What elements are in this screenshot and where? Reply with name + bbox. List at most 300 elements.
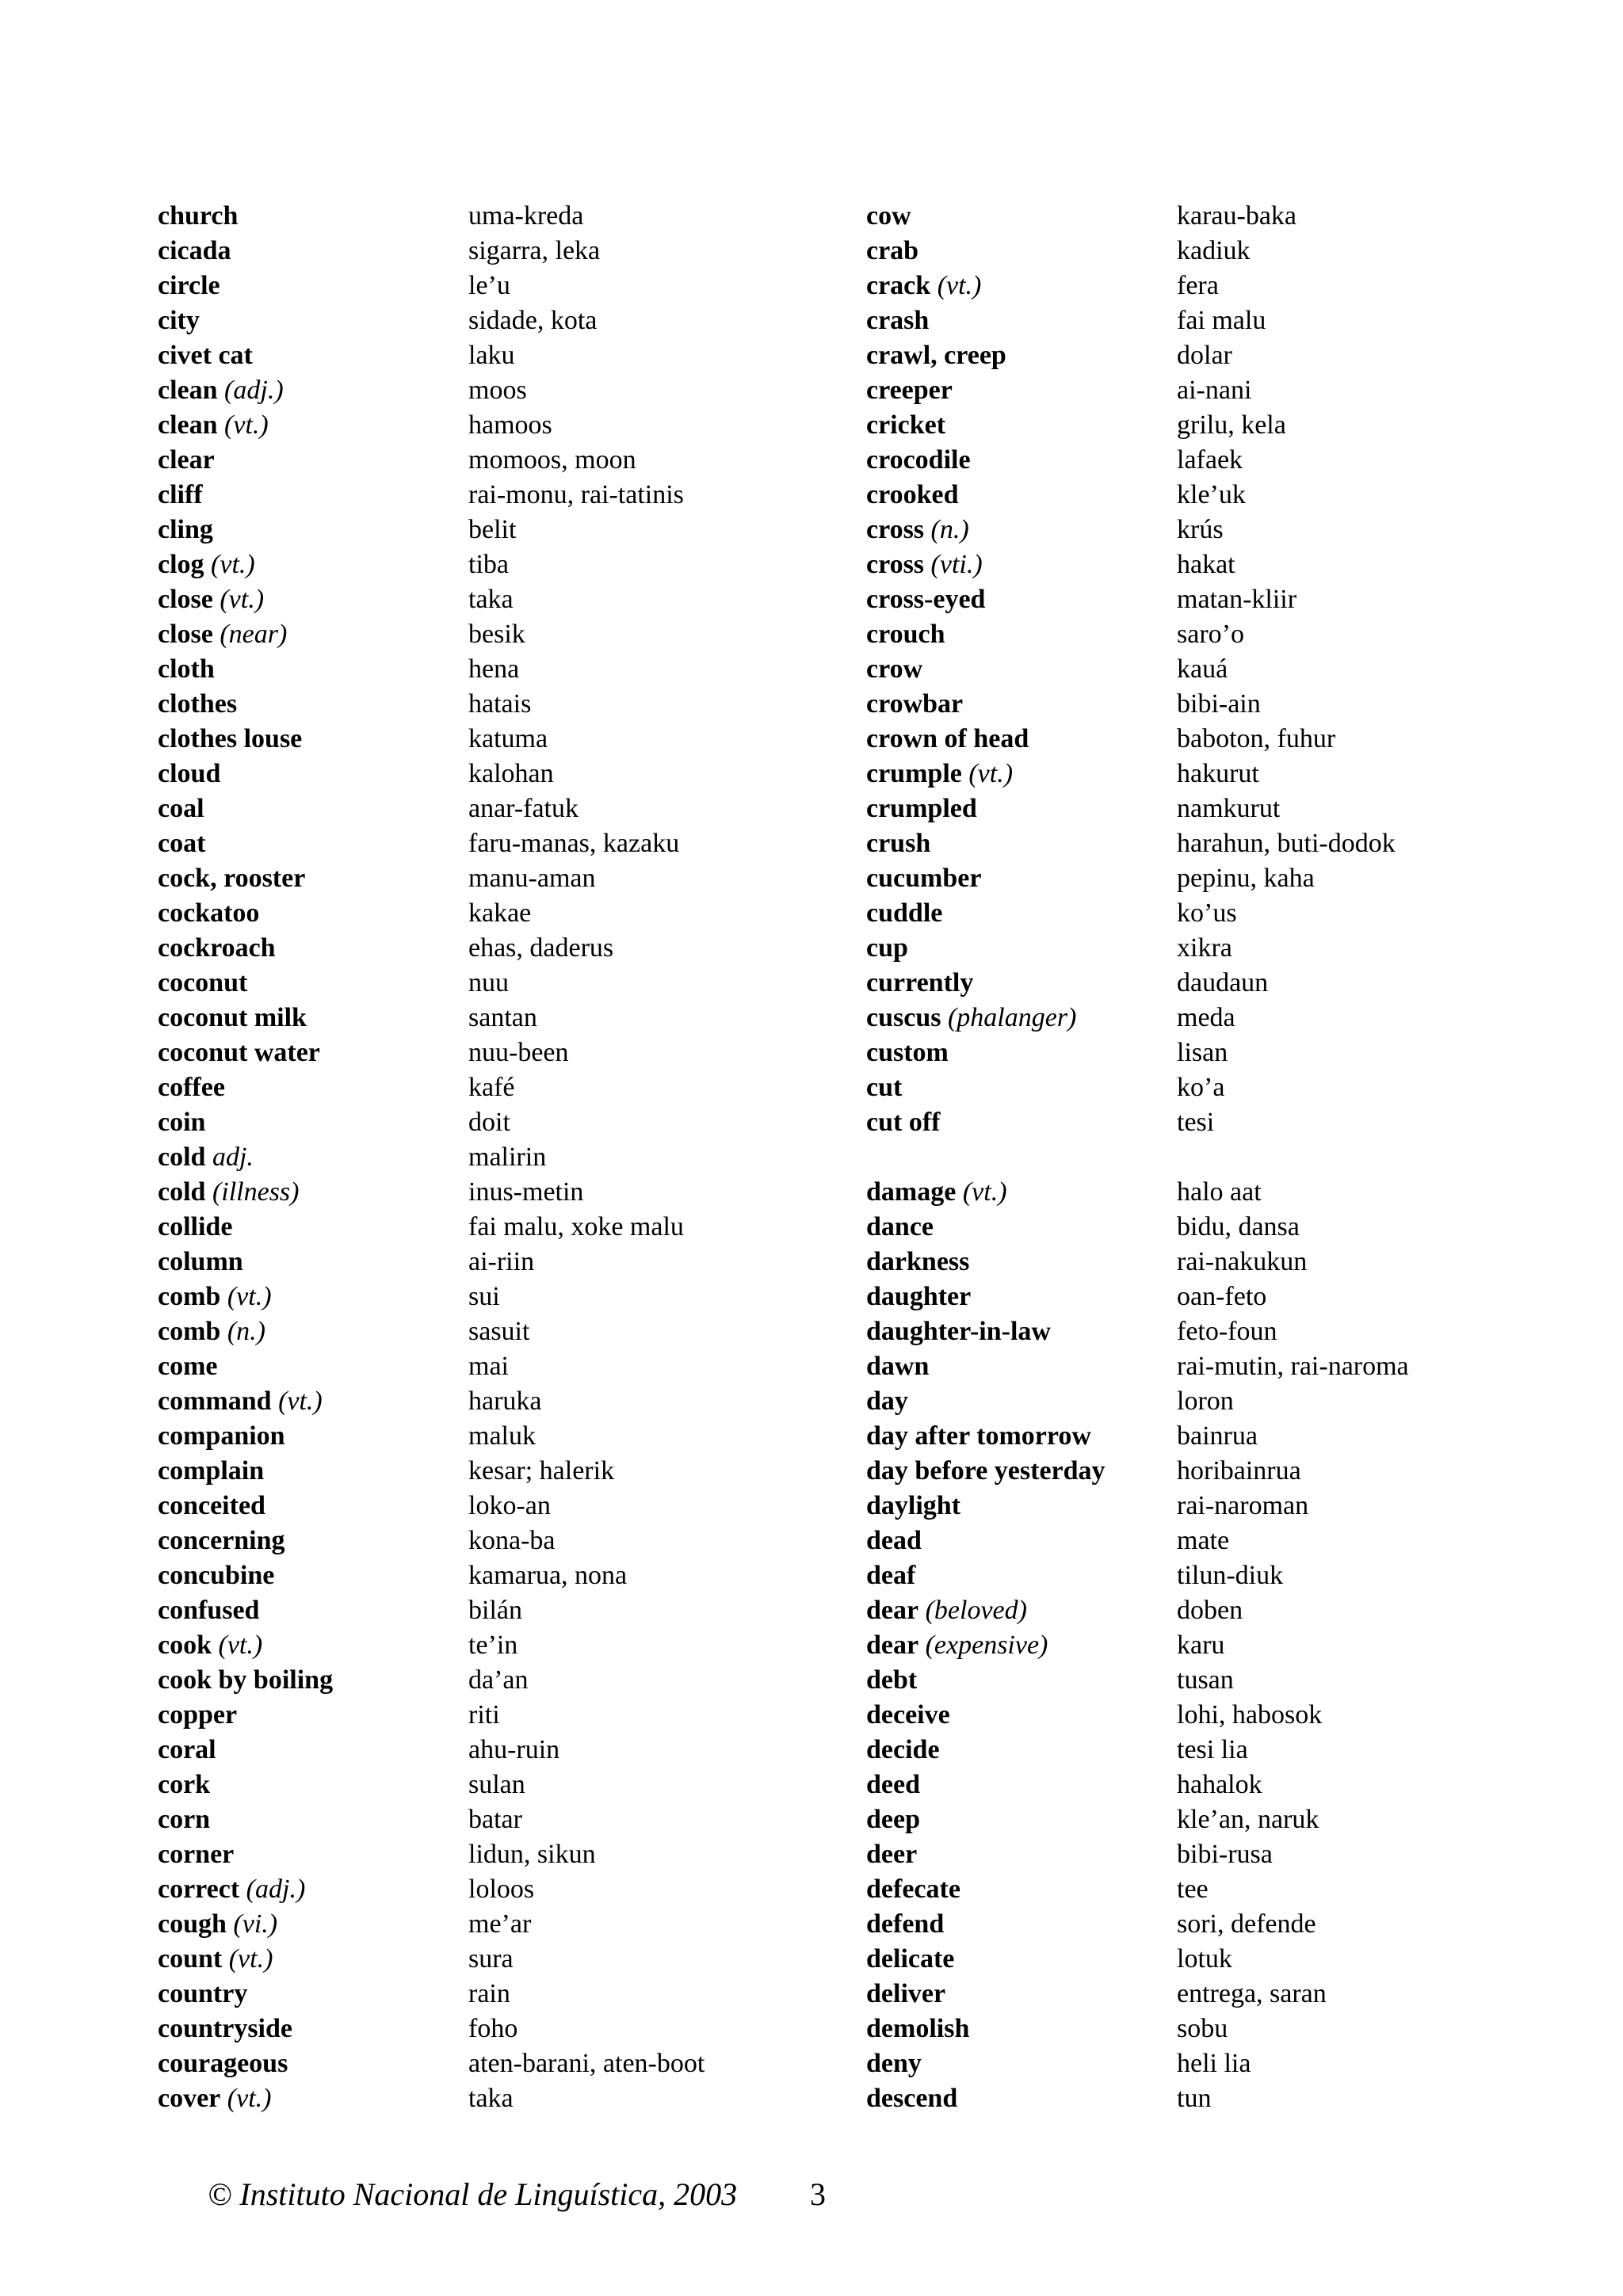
entry-grammar-note: (vt.) bbox=[218, 1630, 263, 1660]
entry-headword: daylight bbox=[866, 1491, 961, 1520]
entry-term bbox=[158, 1837, 234, 1872]
dictionary-entry bbox=[866, 722, 1579, 757]
dictionary-entry bbox=[158, 687, 839, 722]
entry-term bbox=[866, 896, 942, 931]
dictionary-entry bbox=[866, 2046, 1579, 2081]
entry-headword: damage bbox=[866, 1177, 957, 1207]
dictionary-entry bbox=[158, 1768, 839, 1802]
entry-translation: loloos bbox=[468, 1875, 535, 1904]
entry-headword: coconut water bbox=[158, 1038, 320, 1067]
entry-headword: countryside bbox=[158, 2014, 292, 2043]
dictionary-entry bbox=[158, 582, 839, 617]
entry-translation: tesi lia bbox=[1177, 1735, 1248, 1764]
entry-headword: delicate bbox=[866, 1944, 955, 1974]
entry-translation: kle’an, naruk bbox=[1177, 1805, 1319, 1834]
entry-term bbox=[866, 931, 908, 966]
entry-term bbox=[866, 687, 963, 722]
entry-translation: fera bbox=[1177, 271, 1219, 300]
entry-translation: hatais bbox=[468, 689, 532, 719]
dictionary-entry bbox=[158, 303, 839, 338]
entry-translation: kle’uk bbox=[1177, 480, 1246, 509]
entry-term bbox=[158, 826, 205, 861]
entry-translation: taka bbox=[468, 585, 514, 614]
entry-term bbox=[866, 547, 983, 582]
entry-headword: cuddle bbox=[866, 898, 943, 928]
entry-translation: momoos, moon bbox=[468, 445, 636, 475]
entry-headword: correct bbox=[158, 1875, 240, 1904]
entry-headword: clear bbox=[158, 445, 215, 475]
entry-headword: deaf bbox=[866, 1561, 916, 1590]
entry-term bbox=[158, 757, 220, 791]
entry-translation: taka bbox=[468, 2084, 514, 2113]
dictionary-entry bbox=[158, 1663, 839, 1698]
entry-term bbox=[158, 234, 231, 269]
entry-headword: command bbox=[158, 1386, 272, 1416]
entry-translation: loron bbox=[1177, 1386, 1234, 1416]
entry-term bbox=[158, 722, 302, 757]
entry-term bbox=[866, 1558, 915, 1593]
dictionary-entry bbox=[866, 1140, 1579, 1175]
entry-headword: custom bbox=[866, 1038, 949, 1067]
entry-translation: kauá bbox=[1177, 654, 1228, 684]
dictionary-entry bbox=[866, 373, 1579, 408]
entry-term bbox=[866, 1210, 934, 1245]
entry-term bbox=[866, 1872, 960, 1907]
entry-term bbox=[866, 338, 1006, 373]
entry-translation: laku bbox=[468, 341, 515, 370]
entry-translation: aten-barani, aten-boot bbox=[468, 2049, 705, 2078]
dictionary-entry bbox=[158, 408, 839, 443]
entry-translation: uma-kreda bbox=[468, 201, 584, 231]
entry-headword: companion bbox=[158, 1421, 285, 1451]
entry-translation: namkurut bbox=[1177, 794, 1281, 823]
entry-headword: circle bbox=[158, 271, 220, 300]
dictionary-entry bbox=[866, 303, 1579, 338]
entry-term bbox=[158, 687, 237, 722]
entry-headword: come bbox=[158, 1352, 218, 1381]
entry-translation: bilán bbox=[468, 1596, 522, 1625]
entry-grammar-note: (vi.) bbox=[233, 1909, 278, 1939]
entry-translation: tusan bbox=[1177, 1665, 1234, 1695]
page-number: 3 bbox=[810, 2176, 826, 2212]
entry-headword: darkness bbox=[866, 1247, 970, 1276]
entry-grammar-note: (adj.) bbox=[224, 376, 284, 405]
entry-headword: deed bbox=[866, 1770, 920, 1799]
entry-headword: cock, rooster bbox=[158, 864, 306, 893]
entry-grammar-note: adj. bbox=[212, 1142, 254, 1172]
dictionary-entry bbox=[158, 1698, 839, 1733]
entry-headword: dear bbox=[866, 1630, 919, 1660]
entry-translation: sasuit bbox=[468, 1317, 530, 1346]
dictionary-entry bbox=[866, 1663, 1579, 1698]
entry-translation: tiba bbox=[468, 550, 509, 579]
entry-headword: coin bbox=[158, 1108, 206, 1137]
dictionary-entry bbox=[158, 1837, 839, 1872]
entry-term bbox=[158, 896, 259, 931]
entry-headword: cork bbox=[158, 1770, 211, 1799]
entry-headword: clothes bbox=[158, 689, 238, 719]
entry-headword: crush bbox=[866, 829, 931, 858]
entry-grammar-note: (vt.) bbox=[278, 1386, 323, 1416]
dictionary-entry bbox=[866, 1245, 1579, 1280]
entry-headword: cicada bbox=[158, 236, 231, 265]
entry-term bbox=[158, 1070, 225, 1105]
entry-headword: close bbox=[158, 620, 213, 649]
entry-headword: dead bbox=[866, 1526, 922, 1555]
entry-translation: bibi-ain bbox=[1177, 689, 1261, 719]
entry-translation: loko-an bbox=[468, 1491, 551, 1520]
entry-term bbox=[866, 443, 971, 478]
entry-term bbox=[158, 1663, 333, 1698]
dictionary-entry bbox=[866, 1384, 1579, 1419]
entry-translation: anar-fatuk bbox=[468, 794, 579, 823]
dictionary-entry bbox=[866, 1314, 1579, 1349]
entry-term bbox=[866, 513, 969, 547]
entry-term bbox=[866, 1489, 960, 1524]
entry-headword: day before yesterday bbox=[866, 1456, 1106, 1486]
entry-headword: civet cat bbox=[158, 341, 253, 370]
entry-translation: manu-aman bbox=[468, 864, 596, 893]
entry-headword: copper bbox=[158, 1700, 238, 1730]
entry-term bbox=[866, 2046, 922, 2081]
entry-headword: crowbar bbox=[866, 689, 964, 719]
dictionary-entry bbox=[158, 1210, 839, 1245]
dictionary-entry bbox=[158, 617, 839, 652]
dictionary-entry bbox=[158, 931, 839, 966]
dictionary-entry bbox=[158, 2012, 839, 2046]
dictionary-entry bbox=[866, 1001, 1579, 1035]
dictionary-entry bbox=[158, 652, 839, 687]
entry-headword: coconut bbox=[158, 968, 248, 997]
entry-headword: currently bbox=[866, 968, 974, 997]
entry-headword: cucumber bbox=[866, 864, 982, 893]
entry-translation: kesar; halerik bbox=[468, 1456, 615, 1486]
entry-headword: crown of head bbox=[866, 724, 1029, 753]
dictionary-entry bbox=[158, 1524, 839, 1558]
entry-translation: bidu, dansa bbox=[1177, 1212, 1300, 1241]
entry-term bbox=[866, 1314, 1051, 1349]
entry-term bbox=[158, 269, 220, 303]
entry-headword: dawn bbox=[866, 1352, 930, 1381]
entry-headword: crumple bbox=[866, 759, 962, 788]
entry-headword: concerning bbox=[158, 1526, 285, 1555]
entry-translation: lafaek bbox=[1177, 445, 1243, 475]
dictionary-entry bbox=[866, 1349, 1579, 1384]
entry-term bbox=[866, 582, 985, 617]
entry-headword: descend bbox=[866, 2084, 958, 2113]
entry-translation: bainrua bbox=[1177, 1421, 1258, 1451]
dictionary-entry bbox=[866, 234, 1579, 269]
dictionary-entry bbox=[158, 896, 839, 931]
dictionary-entry bbox=[158, 1245, 839, 1280]
entry-translation: nuu-been bbox=[468, 1038, 569, 1067]
dictionary-entry bbox=[158, 722, 839, 757]
entry-headword: coal bbox=[158, 794, 204, 823]
entry-headword: cup bbox=[866, 933, 908, 963]
entry-term bbox=[866, 1419, 1091, 1454]
entry-grammar-note: (vt.) bbox=[227, 1282, 272, 1311]
dictionary-entry bbox=[158, 1384, 839, 1419]
entry-term bbox=[158, 1802, 210, 1837]
dictionary-entry bbox=[158, 338, 839, 373]
entry-grammar-note: (illness) bbox=[212, 1177, 300, 1207]
entry-term bbox=[866, 199, 911, 234]
dictionary-entry bbox=[866, 1802, 1579, 1837]
entry-term bbox=[158, 861, 305, 896]
dictionary-entry bbox=[866, 199, 1579, 234]
entry-translation: sura bbox=[468, 1944, 514, 1974]
dictionary-entry bbox=[158, 478, 839, 513]
dictionary-entry bbox=[158, 1489, 839, 1524]
dictionary-column-left bbox=[158, 199, 839, 2116]
dictionary-entry bbox=[866, 757, 1579, 791]
entry-term bbox=[158, 1558, 274, 1593]
entry-headword: decide bbox=[866, 1735, 940, 1764]
entry-headword: deer bbox=[866, 1840, 918, 1869]
dictionary-entry bbox=[866, 1035, 1579, 1070]
copyright-notice: © Instituto Nacional de Linguística, 2003 bbox=[208, 2176, 738, 2212]
dictionary-entry bbox=[866, 1524, 1579, 1558]
entry-headword: cross bbox=[866, 515, 925, 544]
dictionary-entry bbox=[866, 1454, 1579, 1489]
entry-translation: rai-mutin, rai-naroma bbox=[1177, 1352, 1409, 1381]
entry-term bbox=[158, 582, 264, 617]
dictionary-entry bbox=[866, 1593, 1579, 1628]
entry-headword: crumpled bbox=[866, 794, 977, 823]
entry-translation: belit bbox=[468, 515, 517, 544]
entry-translation: sobu bbox=[1177, 2014, 1228, 2043]
dictionary-entry bbox=[158, 1314, 839, 1349]
entry-headword: crocodile bbox=[866, 445, 971, 475]
dictionary-entry bbox=[866, 1105, 1579, 1140]
entry-headword: cuscus bbox=[866, 1003, 941, 1032]
entry-term bbox=[158, 1105, 205, 1140]
dictionary-entry bbox=[158, 513, 839, 547]
entry-headword: cockroach bbox=[158, 933, 276, 963]
entry-term bbox=[866, 303, 929, 338]
dictionary-entry bbox=[866, 1489, 1579, 1524]
dictionary-entry bbox=[866, 1419, 1579, 1454]
dictionary-entry bbox=[158, 791, 839, 826]
entry-translation: lohi, habosok bbox=[1177, 1700, 1323, 1730]
entry-term bbox=[866, 757, 1013, 791]
dictionary-entry bbox=[866, 652, 1579, 687]
entry-term bbox=[158, 1384, 323, 1419]
entry-headword: dear bbox=[866, 1596, 919, 1625]
entry-term bbox=[866, 722, 1029, 757]
dictionary-entry bbox=[158, 757, 839, 791]
entry-translation: foho bbox=[468, 2014, 518, 2043]
entry-translation: dolar bbox=[1177, 341, 1232, 370]
entry-term bbox=[866, 1454, 1106, 1489]
entry-translation: hakurut bbox=[1177, 759, 1259, 788]
entry-translation: kakae bbox=[468, 898, 532, 928]
entry-headword: cook by boiling bbox=[158, 1665, 334, 1695]
dictionary-entry bbox=[866, 617, 1579, 652]
entry-headword: dance bbox=[866, 1212, 934, 1241]
entry-translation: mate bbox=[1177, 1526, 1230, 1555]
entry-translation: faru-manas, kazaku bbox=[468, 829, 680, 858]
entry-translation: karu bbox=[1177, 1630, 1225, 1660]
dictionary-entry bbox=[866, 408, 1579, 443]
entry-term bbox=[158, 1349, 218, 1384]
entry-term bbox=[866, 1733, 940, 1768]
entry-term bbox=[158, 1768, 210, 1802]
entry-translation: te’in bbox=[468, 1630, 518, 1660]
dictionary-entry bbox=[158, 1558, 839, 1593]
entry-grammar-note: (vt.) bbox=[962, 1177, 1007, 1207]
dictionary-entry bbox=[866, 2012, 1579, 2046]
entry-translation: ko’a bbox=[1177, 1073, 1225, 1102]
entry-translation: baboton, fuhur bbox=[1177, 724, 1336, 753]
entry-term bbox=[158, 1035, 320, 1070]
dictionary-entry bbox=[158, 1175, 839, 1210]
entry-headword: crawl, creep bbox=[866, 341, 1006, 370]
entry-headword: defecate bbox=[866, 1875, 960, 1904]
dictionary-entry bbox=[158, 1907, 839, 1942]
entry-term bbox=[158, 1698, 237, 1733]
entry-translation: kalohan bbox=[468, 759, 554, 788]
entry-term bbox=[158, 547, 255, 582]
entry-headword: collide bbox=[158, 1212, 233, 1241]
entry-headword: cockatoo bbox=[158, 898, 260, 928]
entry-term bbox=[866, 1035, 949, 1070]
dictionary-entry bbox=[866, 1977, 1579, 2012]
entry-term bbox=[866, 1070, 902, 1105]
entry-translation: tilun-diuk bbox=[1177, 1561, 1284, 1590]
entry-grammar-note: (vt.) bbox=[227, 2084, 272, 2113]
entry-term bbox=[866, 269, 981, 303]
entry-translation: besik bbox=[468, 620, 525, 649]
entry-grammar-note: (vt.) bbox=[220, 585, 265, 614]
entry-term bbox=[158, 1907, 277, 1942]
entry-translation: tun bbox=[1177, 2084, 1212, 2113]
entry-headword: clean bbox=[158, 376, 218, 405]
entry-headword: confused bbox=[158, 1596, 260, 1625]
entry-term bbox=[866, 1942, 954, 1977]
entry-headword: deep bbox=[866, 1805, 920, 1834]
entry-headword: day bbox=[866, 1386, 908, 1416]
entry-translation: ai-riin bbox=[468, 1247, 535, 1276]
entry-headword: complain bbox=[158, 1456, 265, 1486]
entry-term bbox=[866, 1802, 920, 1837]
entry-translation: daudaun bbox=[1177, 968, 1269, 997]
entry-term bbox=[866, 1175, 1007, 1210]
entry-term bbox=[866, 1280, 971, 1314]
entry-term bbox=[158, 1454, 264, 1489]
dictionary-entry bbox=[866, 1733, 1579, 1768]
dictionary-entry bbox=[866, 966, 1579, 1001]
entry-term bbox=[866, 478, 958, 513]
entry-term bbox=[866, 1245, 969, 1280]
entry-grammar-note: (vti.) bbox=[930, 550, 983, 579]
entry-translation: sui bbox=[468, 1282, 500, 1311]
entry-translation: oan-feto bbox=[1177, 1282, 1267, 1311]
entry-term bbox=[866, 652, 922, 687]
dictionary-entry bbox=[158, 234, 839, 269]
entry-translation: horibainrua bbox=[1177, 1456, 1301, 1486]
entry-translation: hamoos bbox=[468, 410, 552, 440]
entry-term bbox=[866, 2012, 969, 2046]
dictionary-entry bbox=[158, 1454, 839, 1489]
entry-translation: kadiuk bbox=[1177, 236, 1251, 265]
entry-headword: cold bbox=[158, 1142, 206, 1172]
entry-term bbox=[866, 1977, 945, 2012]
entry-term bbox=[158, 1419, 285, 1454]
entry-translation: heli lia bbox=[1177, 2049, 1251, 2078]
entry-term bbox=[158, 199, 238, 234]
entry-translation: krús bbox=[1177, 515, 1224, 544]
dictionary-entry bbox=[866, 687, 1579, 722]
entry-headword: concubine bbox=[158, 1561, 275, 1590]
entry-term bbox=[158, 2081, 271, 2116]
entry-term bbox=[158, 478, 203, 513]
entry-translation: ai-nani bbox=[1177, 376, 1252, 405]
entry-term bbox=[158, 791, 204, 826]
dictionary-entry bbox=[866, 1698, 1579, 1733]
entry-headword: defend bbox=[866, 1909, 945, 1939]
entry-headword: corn bbox=[158, 1805, 211, 1834]
entry-translation: tee bbox=[1177, 1875, 1209, 1904]
entry-headword: coat bbox=[158, 829, 206, 858]
entry-headword: clean bbox=[158, 410, 218, 440]
entry-term bbox=[158, 966, 247, 1001]
entry-term bbox=[866, 373, 953, 408]
entry-grammar-note: (near) bbox=[220, 620, 288, 649]
entry-translation: rai-naroman bbox=[1177, 1491, 1309, 1520]
entry-term bbox=[866, 966, 973, 1001]
entry-term bbox=[158, 1280, 272, 1314]
dictionary-entry bbox=[866, 2081, 1579, 2116]
entry-headword: demolish bbox=[866, 2014, 970, 2043]
dictionary-entry bbox=[158, 1035, 839, 1070]
entry-headword: cross bbox=[866, 550, 925, 579]
entry-term bbox=[866, 791, 977, 826]
entry-translation: doben bbox=[1177, 1596, 1243, 1625]
entry-term bbox=[866, 1907, 944, 1942]
entry-headword: conceited bbox=[158, 1491, 265, 1520]
entry-headword: cloth bbox=[158, 654, 215, 684]
entry-term bbox=[158, 408, 269, 443]
entry-term bbox=[158, 1001, 307, 1035]
entry-grammar-note: (beloved) bbox=[925, 1596, 1027, 1625]
entry-term bbox=[866, 1628, 1048, 1663]
dictionary-entry bbox=[158, 826, 839, 861]
entry-grammar-note: (phalanger) bbox=[947, 1003, 1077, 1032]
entry-translation: xikra bbox=[1177, 933, 1232, 963]
entry-grammar-note: (vt.) bbox=[224, 410, 269, 440]
entry-translation: fai malu, xoke malu bbox=[468, 1212, 684, 1241]
entry-term bbox=[866, 1593, 1027, 1628]
dictionary-entry bbox=[158, 2081, 839, 2116]
entry-translation: harahun, buti-dodok bbox=[1177, 829, 1396, 858]
dictionary-entry bbox=[866, 931, 1579, 966]
entry-term bbox=[158, 1175, 300, 1210]
entry-headword: cow bbox=[866, 201, 911, 231]
entry-translation: saro’o bbox=[1177, 620, 1244, 649]
entry-translation: bibi-rusa bbox=[1177, 1840, 1273, 1869]
entry-headword: comb bbox=[158, 1282, 221, 1311]
entry-headword: country bbox=[158, 1979, 248, 2008]
entry-headword: debt bbox=[866, 1665, 918, 1695]
entry-grammar-note: (n.) bbox=[227, 1317, 265, 1346]
entry-grammar-note: (vt.) bbox=[937, 271, 982, 300]
entry-grammar-note: (vt.) bbox=[228, 1944, 273, 1974]
entry-term bbox=[158, 2046, 288, 2081]
entry-headword: coral bbox=[158, 1735, 216, 1764]
entry-headword: cross-eyed bbox=[866, 585, 986, 614]
entry-translation: le’u bbox=[468, 271, 510, 300]
